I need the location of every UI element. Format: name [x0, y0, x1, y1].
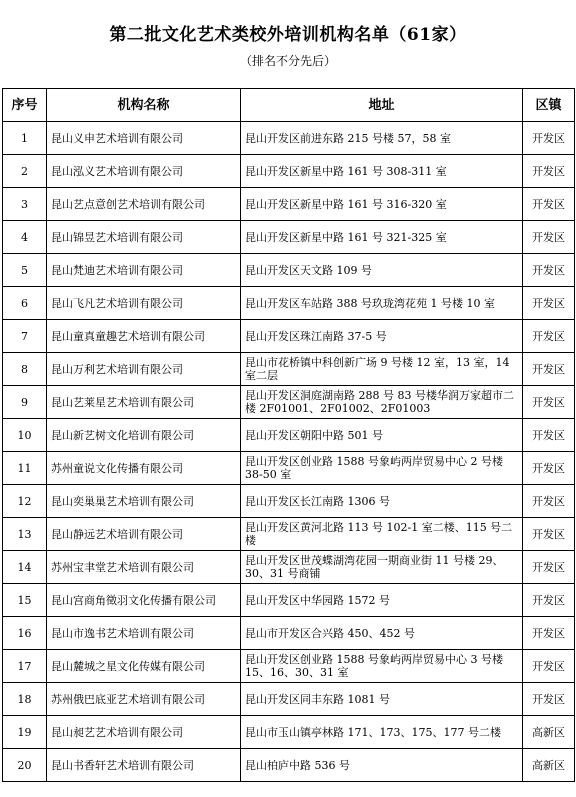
district-cell: 开发区 — [523, 122, 575, 155]
table-row — [3, 254, 575, 287]
org-name: 昆山昶艺艺术培训有限公司 — [47, 716, 241, 749]
institution-table — [2, 88, 575, 782]
district-cell: 开发区 — [523, 452, 575, 485]
table-row — [3, 122, 575, 155]
district-cell: 开发区 — [523, 254, 575, 287]
row-number: 5 — [3, 254, 47, 287]
address-cell: 昆山开发区创业路 1588 号象屿两岸贸易中心 3 号楼 15、16、30、31 室 — [241, 650, 523, 683]
row-number: 12 — [3, 485, 47, 518]
row-number: 4 — [3, 221, 47, 254]
district-cell: 开发区 — [523, 683, 575, 716]
table-row — [3, 551, 575, 584]
org-name: 昆山静远艺术培训有限公司 — [47, 518, 241, 551]
address-cell: 昆山市玉山镇亭林路 171、173、175、177 号二楼 — [241, 716, 523, 749]
table-row — [3, 584, 575, 617]
row-number: 15 — [3, 584, 47, 617]
table-row — [3, 353, 575, 386]
org-name: 昆山义申艺术培训有限公司 — [47, 122, 241, 155]
row-number: 14 — [3, 551, 47, 584]
row-number: 18 — [3, 683, 47, 716]
district-cell: 开发区 — [523, 584, 575, 617]
org-name: 昆山奕巢巢艺术培训有限公司 — [47, 485, 241, 518]
district-cell: 开发区 — [523, 353, 575, 386]
org-name: 苏州宝聿堂艺术培训有限公司 — [47, 551, 241, 584]
row-number: 19 — [3, 716, 47, 749]
district-cell: 高新区 — [523, 749, 575, 782]
org-name: 昆山宫商角徵羽文化传播有限公司 — [47, 584, 241, 617]
row-number: 10 — [3, 419, 47, 452]
address-cell: 昆山开发区车站路 388 号玖珑湾花苑 1 号楼 10 室 — [241, 287, 523, 320]
table-row — [3, 749, 575, 782]
page-title: 第二批文化艺术类校外培训机构名单（61家） — [109, 25, 467, 45]
address-cell: 昆山开发区洞庭湖南路 288 号 83 号楼华润万家超市二楼 2F01001、2F01002、2F01003 — [241, 386, 523, 419]
district-cell: 开发区 — [523, 386, 575, 419]
district-cell: 开发区 — [523, 617, 575, 650]
address-cell: 昆山开发区黄河北路 113 号 102-1 室二楼、115 号二楼 — [241, 518, 523, 551]
address-cell: 昆山开发区同丰东路 1081 号 — [241, 683, 523, 716]
row-number: 3 — [3, 188, 47, 221]
row-number: 6 — [3, 287, 47, 320]
org-name: 苏州俄巴底亚艺术培训有限公司 — [47, 683, 241, 716]
district-cell: 开发区 — [523, 188, 575, 221]
org-name: 昆山童真童趣艺术培训有限公司 — [47, 320, 241, 353]
district-cell: 开发区 — [523, 551, 575, 584]
org-name: 昆山梵迪艺术培训有限公司 — [47, 254, 241, 287]
address-cell: 昆山开发区新星中路 161 号 316-320 室 — [241, 188, 523, 221]
address-cell: 昆山开发区新星中路 161 号 321-325 室 — [241, 221, 523, 254]
row-number: 20 — [3, 749, 47, 782]
table-row — [3, 485, 575, 518]
address-cell: 昆山开发区创业路 1588 号象屿两岸贸易中心 2 号楼 38-50 室 — [241, 452, 523, 485]
org-name: 昆山书香轩艺术培训有限公司 — [47, 749, 241, 782]
address-cell: 昆山开发区长江南路 1306 号 — [241, 485, 523, 518]
district-cell: 开发区 — [523, 320, 575, 353]
table-row — [3, 155, 575, 188]
org-name: 昆山市逸书艺术培训有限公司 — [47, 617, 241, 650]
column-header-address: 地址 — [241, 89, 523, 122]
org-name: 苏州童说文化传播有限公司 — [47, 452, 241, 485]
row-number: 7 — [3, 320, 47, 353]
org-name: 昆山艺莱星艺术培训有限公司 — [47, 386, 241, 419]
district-cell: 开发区 — [523, 650, 575, 683]
row-number: 16 — [3, 617, 47, 650]
org-name: 昆山锦昱艺术培训有限公司 — [47, 221, 241, 254]
page-subtitle: （排名不分先后） — [239, 54, 336, 68]
address-cell: 昆山开发区前进东路 215 号楼 57，58 室 — [241, 122, 523, 155]
table-row — [3, 617, 575, 650]
column-header-name: 机构名称 — [47, 89, 241, 122]
row-number: 11 — [3, 452, 47, 485]
column-header-district: 区镇 — [523, 89, 575, 122]
district-cell: 开发区 — [523, 221, 575, 254]
row-number: 13 — [3, 518, 47, 551]
address-cell: 昆山柏庐中路 536 号 — [241, 749, 523, 782]
address-cell: 昆山市花桥镇中科创新广场 9 号楼 12 室，13 室，14 室二层 — [241, 353, 523, 386]
address-cell: 昆山开发区世茂蝶湖湾花园一期商业街 11 号楼 29、30、31 号商铺 — [241, 551, 523, 584]
table-row — [3, 188, 575, 221]
row-number: 9 — [3, 386, 47, 419]
table-row — [3, 518, 575, 551]
table-row — [3, 386, 575, 419]
column-header-number: 序号 — [3, 89, 47, 122]
org-name: 昆山新艺树文化培训有限公司 — [47, 419, 241, 452]
district-cell: 开发区 — [523, 485, 575, 518]
district-cell: 开发区 — [523, 518, 575, 551]
address-cell: 昆山开发区天文路 109 号 — [241, 254, 523, 287]
row-number: 1 — [3, 122, 47, 155]
table-row — [3, 716, 575, 749]
district-cell: 高新区 — [523, 716, 575, 749]
org-name: 昆山泓义艺术培训有限公司 — [47, 155, 241, 188]
table-row — [3, 419, 575, 452]
table-row — [3, 683, 575, 716]
district-cell: 开发区 — [523, 155, 575, 188]
row-number: 17 — [3, 650, 47, 683]
table-row — [3, 452, 575, 485]
org-name: 昆山艺点意创艺术培训有限公司 — [47, 188, 241, 221]
org-name: 昆山飞凡艺术培训有限公司 — [47, 287, 241, 320]
district-cell: 开发区 — [523, 419, 575, 452]
address-cell: 昆山开发区珠江南路 37-5 号 — [241, 320, 523, 353]
address-cell: 昆山开发区朝阳中路 501 号 — [241, 419, 523, 452]
district-cell: 开发区 — [523, 287, 575, 320]
table-row — [3, 287, 575, 320]
address-cell: 昆山市开发区合兴路 450、452 号 — [241, 617, 523, 650]
address-cell: 昆山开发区新星中路 161 号 308-311 室 — [241, 155, 523, 188]
table-body — [3, 122, 575, 782]
table-row — [3, 320, 575, 353]
table-row — [3, 650, 575, 683]
org-name: 昆山麓城之星文化传媒有限公司 — [47, 650, 241, 683]
table-header-row — [3, 89, 575, 122]
row-number: 8 — [3, 353, 47, 386]
org-name: 昆山万利艺术培训有限公司 — [47, 353, 241, 386]
address-cell: 昆山开发区中华园路 1572 号 — [241, 584, 523, 617]
row-number: 2 — [3, 155, 47, 188]
table-row — [3, 221, 575, 254]
